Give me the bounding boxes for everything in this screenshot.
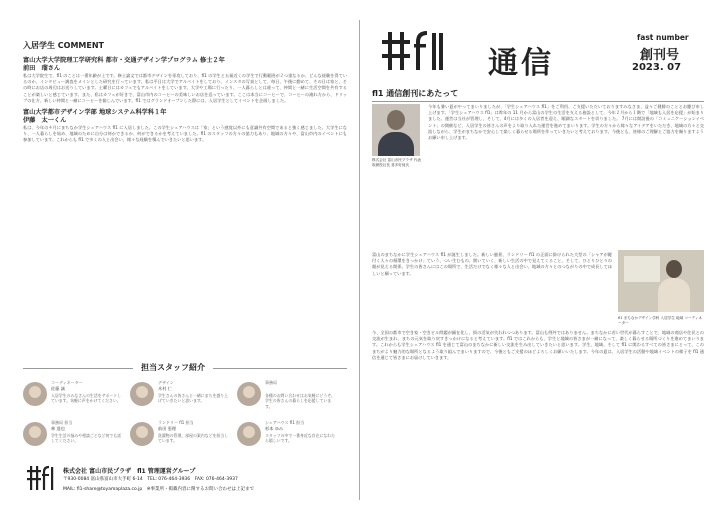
staff-role: シェアハウス fl1 担当 [265,420,305,425]
staff-message: スタッフの中で一番身近な存在になれたら嬉しいです。 [265,433,336,444]
photo-body [378,132,414,156]
fast-number-label: fast number [637,33,689,42]
staff-message: 学生さんの皆さんと一緒にまちを盛り上げていきたいと思います。 [158,393,229,404]
student-comment-section [23,40,347,149]
heading-rule [372,101,704,102]
fl1-logo-small [25,464,55,494]
student-comment-text: 私は大学院生で、fl1 のことは一番年齢が上です。修士論文では都市デザインを専攻しており、fl1 の学生と五福近くの学生で行動範囲が２つ重なるか、どんな経験を得ているのか、インタビュー調査をメインとした研究を行っています。私は平日は大学でアルバイトをしており、インスタの写真として、毎日、午後に勤めて、その日は家と、その時にお店の周辺はお送りしています。土曜日にはカフェでもアルバイトをしています。大学や工場に行ったり、一人暮らしとは違って、仲間と一緒に生活空間を共有することが楽しいと感じています。また、私はカフェが好きで、富山市内のコーヒーの美味しいお店を巡っています。ここは本当にコーヒーで、コーヒーの淹れ方から、ドリップの仕方、新しい仲間と一緒にコーヒーを愉しんでいます。fl1 ではグランドオープンした際には、入居学生としてイベントを企画しました。 [23,73,347,103]
staff-photo [130,382,154,406]
student-name: 前田 瑠さん [23,65,61,72]
student-affiliation: 富山大学都市デザイン学部 地球システム科学科１年 [23,109,167,117]
inaugural-message-3: 今、全国の都市で空き家・空きビル問題が顕在化し、街の活気が失われつつあります。富山も例外ではありません。まちなかに若い世代が暮らすことで、地域の商店や住民との交流が生まれ、まちの元気を取り戻すきっかけになると考えています。fl1 ではこれからも、学生と地域の皆さまが一緒になって、楽しく暮らせる場所づくりを進めてまいります。これからも学生シェアハウス fl1 を通じて富山のまちなかに新しい交流を生み出していきたいと思います。学生、地域、そして fl1 に関わるすべての皆さまにとって、このまちがより魅力的な場所となるよう取り組んでまいりますので、今後ともご支援のほどよろしくお願いいたします。今年の夏は、入居学生の活動や地域イベントの様子を fl1 通信を通じて皆さまにお届けしていきます。 [372,330,704,360]
staff-message: 学生生活の悩みや相談ごとなど何でも話してください。 [51,433,122,444]
inaugural-heading: fl1 通信創刊にあたって [372,89,459,98]
inaugural-message-2: 富山のまちなかに学生シェアハウス fl1 が誕生しました。新しい風景、ランドリー fl1 の正面に掛けられた大型の「シャアが鍵付く人々の循環をきっかけ」ていう、つい生むもの、開いていく、新しい生活の中で見えてくること、そして、ひとりひとりの顔が見える関係。学生の皆さんにはこの場所で、生活だけでなく様々な人と出会い、地域の方々とのつながりの中で成長してほしいと願っています。 [372,252,612,276]
student-name: 伊藤 太一くん [23,117,67,125]
staff-photo [237,382,261,406]
staff-message: 各種のお問い合わせはお気軽にどうぞ。学生の皆さんの暮らしを応援しています。 [265,393,335,409]
staff-section-header [23,362,347,374]
staff-role: ランドリー fl1 担当 [158,420,194,425]
staff-role: 事務局 担当 [51,420,73,425]
staff-photo [237,422,261,446]
photo-body [658,278,690,312]
issue-label: 創刊号 [640,48,680,63]
newsletter-title: 通信 [488,46,554,81]
staff-message: 入居学生のみなさんの生活をサポートしています。気軽に声をかけてください。 [51,393,122,404]
staff-message: 洗濯物の管理、部屋の案内などを担当しています。 [158,433,229,444]
photo-window [624,256,660,282]
footer-company: 株式会社 富山市民プラザ fl1 管理運営グループ [63,468,196,475]
footer [23,462,347,502]
staff-photo [23,382,47,406]
column-divider [359,20,360,500]
staff-role: デザイン [158,380,174,385]
staff-role: コーディネーター [51,380,83,385]
coordinator-photo-caption: fl1 まちなかデザイン学科 入居学生 地域 コーディネーター [618,316,703,325]
inaugural-message-1: 今年も暑い夏がやってまいりましたが、「学生シェアハウス fl1」をご利用、ご支援いただいておりますみなさま、益々ご健勝のこととお慶び申し上げます。「学生シェアハウス fl1」は昨年の 11 月から富山の学生の生活を支える施設として、今年２月から１階で「地域も入居を応援」が始まりました。運営は当社が管理し、そして、4月には多くの入居者を迎え、順調なスタートを切りました。 7月には開設後の「コミュニケーションイベント」の開催など、入居学生の皆さんの声をより取り入れた運営を進めてまいります。学生の方々から様々なアイデアをいただき、地域の方々と交流しながら、学生がまちなかで安心して楽しく暮らせる場所を作っていきたいと考えております。今後とも、皆様のご理解とご協力を賜りますようお願い申し上げます。 [428,104,704,141]
coordinator-photo [618,250,704,312]
student-comment-text: 私は、今年の４月にまちなか学生シェアハウス fl1 に入居しました。この学生シェアハウスは「家」という感覚以外にも意識共有空間であると強く感じました。大学生になり、一人暮らしを始め、地域のために自分は何かできるか、何ができるかを考えていました。fl1 のスタッフの方々の協力もあり、地域の方々や、富山市内のイベントにも参加しています。これからも fl1 で多くの人と出会い、様々な経験を積んでいきたいと思います。 [23,125,347,143]
student-comment-heading: 入居学生 COMMENT [23,41,104,50]
staff-photo [130,422,154,446]
fl1-logo [380,28,444,74]
staff-name: 杉本 ゆみ [265,426,284,431]
staff-role: 事務局 [265,380,277,385]
issue-date: 2023. 07 [632,62,682,73]
staff-name: 木村 仁 [158,386,172,391]
photo-head [387,110,405,130]
staff-name: 佐藤 誠 [51,386,65,391]
staff-section-heading: 担当スタッフ紹介 [133,362,213,373]
staff-name: 林 達也 [51,426,65,431]
footer-address: 〒930-0084 富山県富山市大手町 6-14 TEL: 076-464-3936 FAX: 076-464-3937 [63,477,238,482]
photo-head [666,260,682,278]
staff-name: 前田 恵理 [158,426,177,431]
student-comment-2 [23,109,347,144]
student-affiliation: 富山大学大学院理工学研究科 都市・交通デザイン学プログラム 修士２年 [23,57,225,64]
footer-mail: MAIL: fl1-share@toyamaplaza.co.jp ※事業所・掲載内容に関するお問い合わせは上記まで [63,487,254,492]
staff-photo [23,422,47,446]
president-photo-caption: 株式会社 富山市民プラザ 代表取締役社長 喜多好純氏 [372,158,422,167]
student-comment-1 [23,57,347,104]
president-photo [372,104,420,156]
